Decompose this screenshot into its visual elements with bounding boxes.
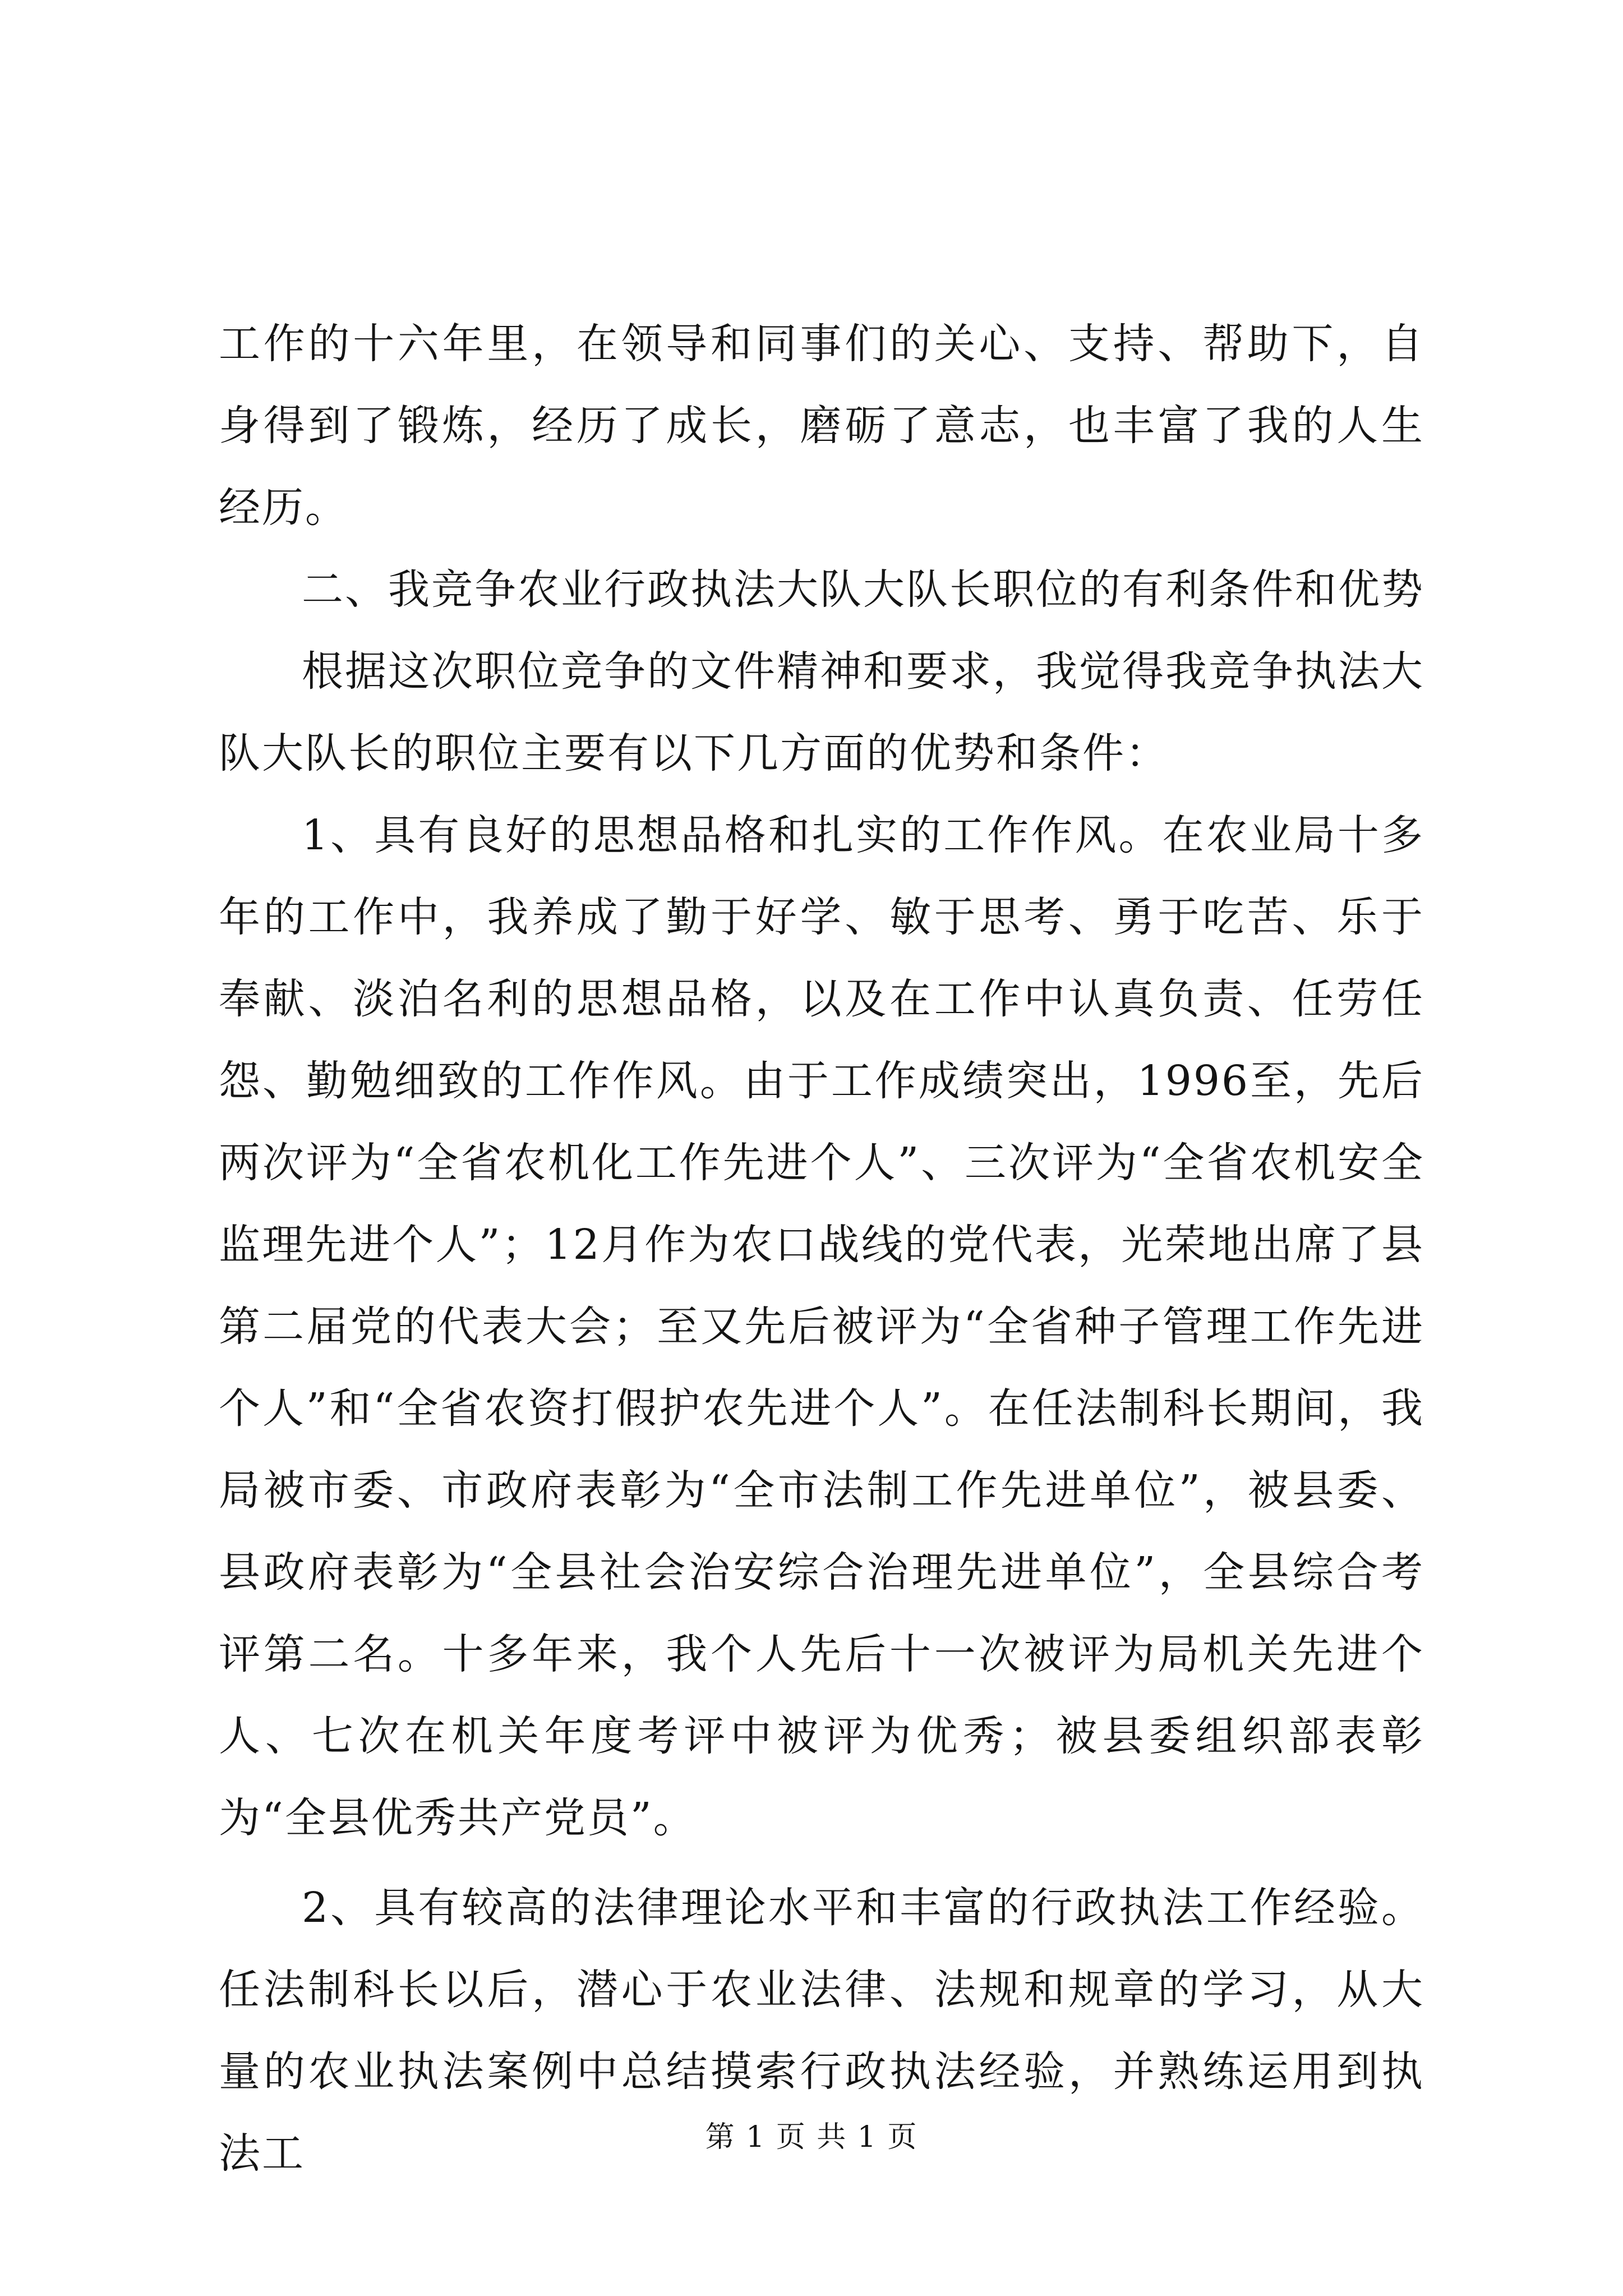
paragraph-intro: 根据这次职位竞争的文件精神和要求，我觉得我竞争执法大队大队长的职位主要有以下几方面的优势和条件： <box>219 647 1424 777</box>
document-body <box>219 303 1424 2194</box>
page-footer: 第 1 页 共 1 页 <box>705 2120 918 2154</box>
section-heading: 二、我竞争农业行政执法大队大队长职位的有利条件和优势 <box>302 565 1424 614</box>
paragraph-continuation: 工作的十六年里，在领导和同事们的关心、支持、帮助下，自身得到了锻炼，经历了成长，磨砺了意志，也丰富了我的人生经历。 <box>219 320 1424 532</box>
paragraph-point-1: 1、具有良好的思想品格和扎实的工作作风。在农业局十多年的工作中，我养成了勤于好学、敏于思考、勇于吃苦、乐于奉献、淡泊名利的思想品格，以及在工作中认真负责、任劳任怨、勤勉细致的工作作风。由于工作成绩突出，1996至，先后两次评为“全省农机化工作先进个人”、三次评为“全省农机安全监理先进个人”；12月作为农口战线的党代表，光荣地出席了县第二届党的代表大会；至又先后被评为“全省种子管理工作先进个人”和“全省农资打假护农先进个人”。在任法制科长期间，我局被市委、市政府表彰为“全市法制工作先进单位”，被县委、县政府表彰为“全县社会治安综合治理先进单位”，全县综合考评第二名。十多年来，我个人先后十一次被评为局机关先进个人、七次在机关年度考评中被评为优秀；被县委组织部表彰为“全县优秀共产党员”。 <box>219 811 1424 1842</box>
paragraph-point-2: 2、具有较高的法律理论水平和丰富的行政执法工作经验。任法制科长以后，潜心于农业法律、法规和规章的学习，从大量的农业执法案例中总结摸索行政执法经验，并熟练运用到执法工 <box>219 1884 1424 2178</box>
